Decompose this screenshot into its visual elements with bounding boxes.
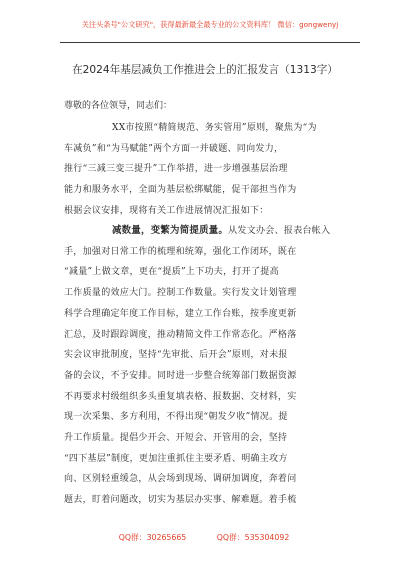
section-1-line: 科学合理确定年度工作目标，建立工作台账，按季度更新 <box>64 308 297 319</box>
qq-group-2: QQ群：535304092 <box>216 533 290 542</box>
intro-line: 车减负”和“为马赋能”两个方面一并破题、同向发力， <box>64 143 284 154</box>
section-1-line: “减量”上做文章，更在“提质”上下功夫，打开了提高 <box>64 267 279 278</box>
section-1-first-line <box>88 221 348 242</box>
section-1-heading: 减数量，变繁为简提质量。 <box>112 225 229 236</box>
page-footer <box>0 532 408 543</box>
intro-line: 推行“三减三变三提升”工作举措，进一步增强基层治理 <box>64 164 288 175</box>
intro-paragraph <box>64 118 348 222</box>
section-1-line: 工作质量的效应大门。控制工作数量。实行发文计划管理 <box>64 288 297 299</box>
section-1-line: 不再要求村级组织多头重复填表格、报数据、交材料，实 <box>64 391 297 402</box>
page-header <box>0 0 408 48</box>
section-1-first-rest: 从发文办会、报表台帐入 <box>228 226 331 236</box>
section-1-paragraph <box>64 221 348 511</box>
document-title: 在2024年基层减负工作推进会上的汇报发言（1313字） <box>72 64 338 76</box>
qq-group-1: QQ群：30265665 <box>118 533 187 542</box>
salutation: 尊敬的各位领导，同志们： <box>64 101 173 111</box>
section-1-line: 升工作质量。提倡少开会、开短会、开管用的会，坚持 <box>64 433 288 444</box>
section-1-line: “四下基层”制度，更加注重抓住主要矛盾、明确主攻方 <box>64 453 288 464</box>
section-1-line: 汇总，及时跟踪调度，推动精简文件工作常态化。严格落 <box>64 329 297 340</box>
section-1-line: 实会议审批制度，坚持“先审批、后开会”原则，对未报 <box>64 350 288 361</box>
section-1-line: 现一次采集、多方利用，不得出现“朝发夕收”情况。提 <box>64 412 288 423</box>
intro-line: 根据会议安排，现将有关工作进展情况汇报如下： <box>64 205 269 216</box>
intro-line: XX市按照“精简规范、务实管用”原则，聚焦为“为 <box>112 123 317 133</box>
header-divider <box>60 42 360 43</box>
intro-line: 能力和服务水平，全面为基层松绑赋能，促干部担当作为 <box>64 185 297 196</box>
promo-text: 关注头条号"公文研究"，获得最新最全最专业的公文资料库！ 微信：gongwenyj <box>81 20 339 29</box>
section-1-line: 向、区别轻重缓急，从会场到现场、调研加调度，奔着问 <box>64 474 297 485</box>
section-1-line: 题去，盯着问题改，切实为基层办实事、解难题。着手梳 <box>64 495 297 506</box>
section-1-line: 手，加强对日常工作的梳理和统筹，强化工作闭环，既在 <box>64 246 297 257</box>
section-1-line: 备的会议，不予安排。同时进一步整合统筹部门数据资源 <box>64 370 297 381</box>
